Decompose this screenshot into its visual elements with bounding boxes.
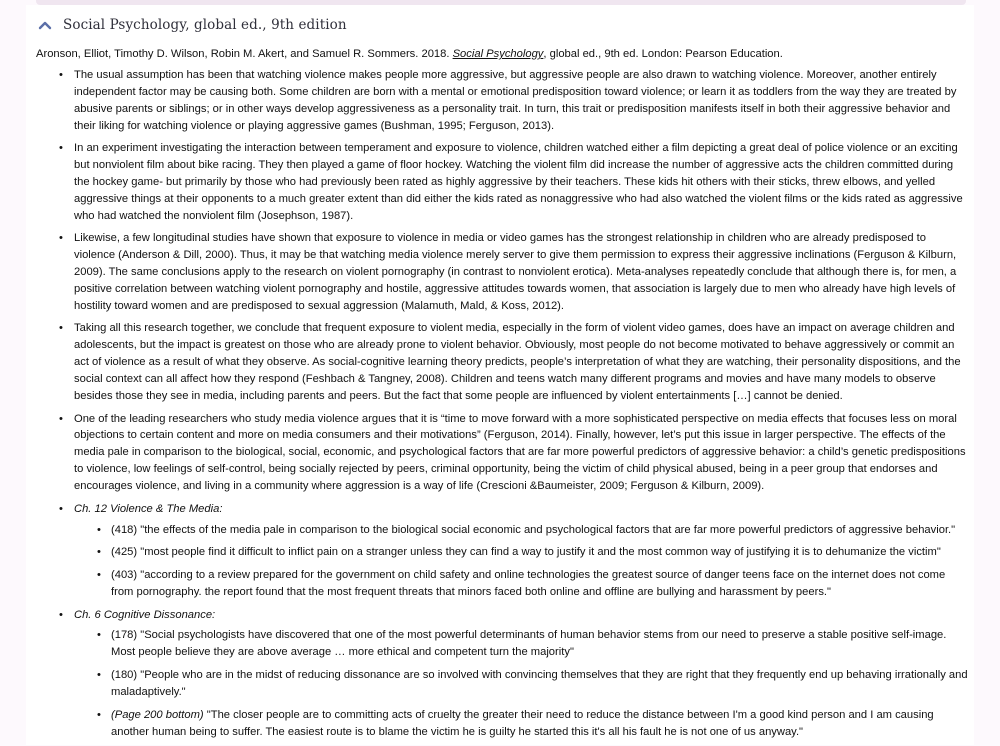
section-content (36, 46, 968, 746)
chapter-label: Ch. 12 Violence & The Media: (74, 502, 223, 515)
citation-authors: Aronson, Elliot, Timothy D. Wilson, Robin M. Akert, and Samuel R. Sommers. 2018. (36, 48, 453, 60)
note-item: • One of the leading researchers who study media violence argues that it is “time to move forward with a more sophisticated perspective on media effects that focuses less on moral objections to certain content and more on media consumers and their motivations” (Ferguson, 2014). Finally, however, let’s put this issue in larger perspective. The effects of the media pale in comparison to the biological, social, economic, and psychological factors that are far more powerful predictors of aggressive behavior: a child’s genetic predispositions to violence, low feelings of self-control, being socially rejected by peers, criminal opportunity, being the victim of child physical abused, being in a peer group that endorses and encourages violence, and living in a community where aggression is a way of life (Crescioni &Baumeister, 2009; Ferguson & Kilburn, 2009). (36, 411, 968, 496)
chapter-item (36, 607, 968, 741)
chevron-up-icon[interactable] (36, 16, 54, 34)
chapter-item (36, 501, 968, 601)
quote-item: • (180) "People who are in the midst of reducing dissonance are so involved with convincing themselves that they are right that they frequently end up behaving irrationally and maladaptively." (74, 667, 968, 701)
note-item: • Likewise, a few longitudinal studies have shown that exposure to violence in media or video games has the strongest relationship in children who are already predisposed to violence (Anderson & Dill, 2000). Thus, it may be that watching media violence merely server to give them permission to express their aggressive inclinations (Ferguson & Kilburn, 2009). The same conclusions apply to the research on violent pornography (in contrast to nonviolent erotica). Meta-analyses repeatedly conclude that although there is, for men, a positive correlation between watching violent pornography and hostile, aggressive attitudes towards women, that association is largely due to men who already have high levels of hostility toward women and are predisposed to sexual aggression (Malamuth, Mald, & Koss, 2012). (36, 230, 968, 315)
citation-book-title: Social Psychology (452, 48, 544, 60)
section-title: Social Psychology, global ed., 9th edition (63, 17, 347, 33)
quote-item: • (418) "the effects of the media pale in comparison to the biological social economic and psychological factors that are far more powerful predictors of aggressive behavior." (74, 522, 968, 539)
citation-publication: , global ed., 9th ed. London: Pearson Education. (543, 48, 783, 60)
notes-card (26, 5, 974, 745)
note-item: • In an experiment investigating the interaction between temperament and exposure to violence, children watched either a film depicting a great deal of police violence or an exciting but nonviolent film about bike racing. They then played a game of floor hockey. Watching the violent film did increase the number of aggressive acts the children committed during the hockey game- but primarily by those who had previously been rated as highly aggressive by their teachers. These kids hit others with their sticks, threw elbows, and yelled aggressive things at their opponents to a much greater extent than did either the kids rated as nonaggressive who had also watched the violent films or the kids rated as aggressive who had watched the nonviolent film (Josephson, 1987). (36, 140, 968, 225)
quote-item: • (178) "Social psychologists have discovered that one of the most powerful determinants of human behavior stems from our need to preserve a stable positive self-image. Most people believe they are above average … more ethical and competent turn the majority" (74, 627, 968, 661)
section-header[interactable] (36, 15, 347, 35)
chapter-label: Ch. 6 Cognitive Dissonance: (74, 608, 216, 621)
note-item: • Taking all this research together, we conclude that frequent exposure to violent media, especially in the form of violent video games, does have an impact on average children and adolescents, but the impact is greatest on those who are already prone to violent behavior. Obviously, most people do not become motivated to behave aggressively or commit an act of violence as a result of what they observe. As social-cognitive learning theory predicts, people’s interpretation of what they are watching, their personality dispositions, and the social context can all affect how they respond (Feshbach & Tangney, 2008). Children and teens watch many different programs and movies and have many models to observe besides those they see in media, including parents and peers. But the fact that some people are influenced by violent entertainments […] cannot be denied. (36, 320, 968, 405)
note-item: • The usual assumption has been that watching violence makes people more aggressive, but aggressive people are also drawn to watching violence. Moreover, another entirely independent factor may be causing both. Some children are born with a mental or emotional predisposition toward violence; or learn it as toddlers from the way they are treated by abusive parents or siblings; or in other ways develop aggressiveness as a personality trait. In turn, this trait or predisposition manifests itself in both their aggressive behavior and their liking for watching violence or playing aggressive games (Bushman, 1995; Ferguson, 2013). (36, 67, 968, 135)
book-citation (36, 46, 968, 63)
notes-list (36, 67, 968, 741)
quote-text: "The closer people are to committing acts of cruelty the greater their need to reduce the distance between I'm a good kind person and I am causing another human being to suffer. The easiest route is to blame the victim he is guilty he started this it's all his fault he is not one of us anyway." (111, 708, 934, 738)
quote-item (74, 707, 968, 741)
quote-list (74, 522, 968, 601)
quote-list (74, 627, 968, 740)
quote-page-ref: (Page 200 bottom) (111, 708, 204, 721)
quote-item: • (403) "according to a review prepared for the government on child safety and online technologies the greatest source of danger teens face on the internet does not come from pornography. the report found that the most frequent threats that minors faced both online and offline are bullying and harassment by peers." (74, 567, 968, 601)
quote-item: • (425) "most people find it difficult to inflict pain on a stranger unless they can find a way to justify it and the most common way of justifying it is to dehumanize the victim" (74, 544, 968, 561)
